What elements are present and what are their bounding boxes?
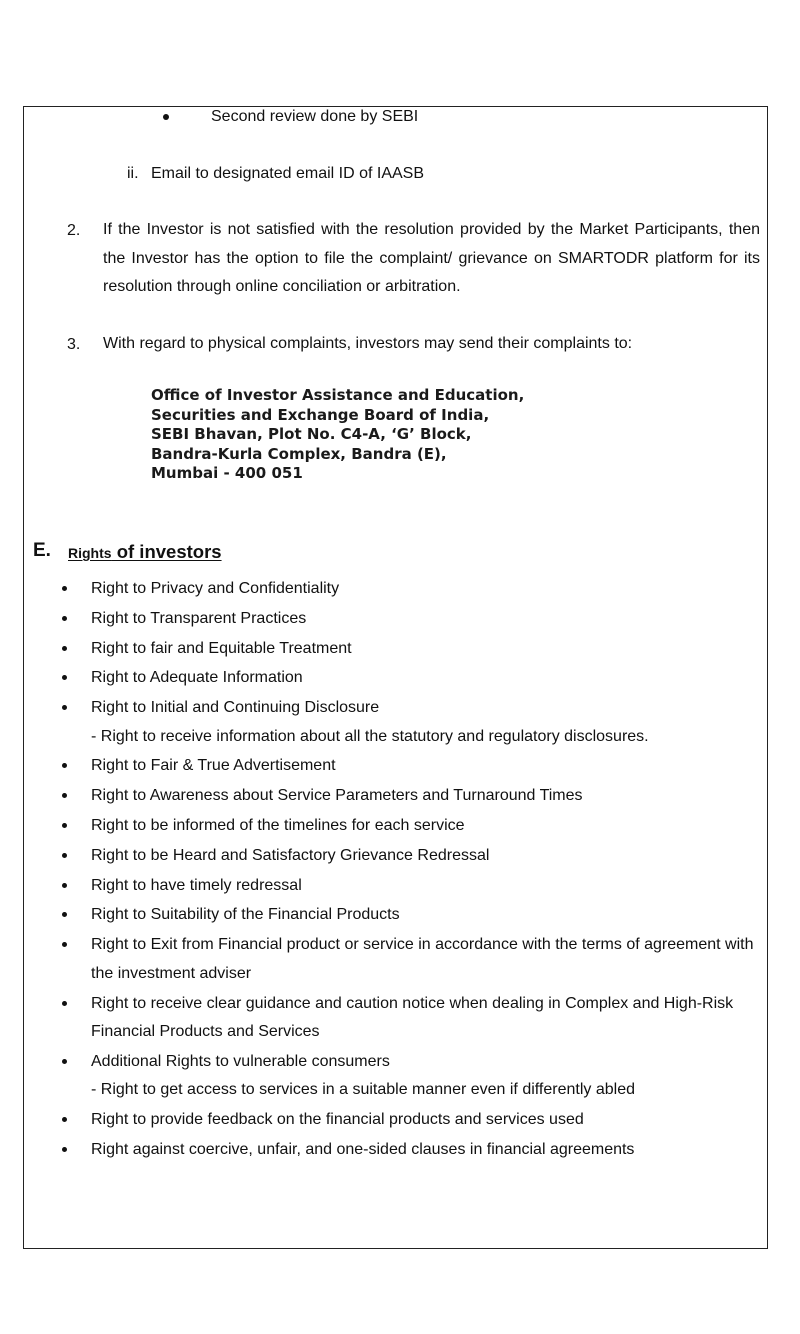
right-text: Right to Privacy and Confidentiality xyxy=(91,580,340,597)
right-text: Additional Rights to vulnerable consumers xyxy=(91,1052,390,1070)
bullet-icon xyxy=(62,763,67,768)
paragraph-text: With regard to physical complaints, investors may send their complaints to: xyxy=(103,335,633,352)
bullet-icon xyxy=(62,853,67,858)
bullet-icon xyxy=(62,705,67,710)
right-text: Right to Suitability of the Financial Products xyxy=(91,906,400,924)
bullet-icon xyxy=(62,883,67,888)
bullet-icon xyxy=(62,823,67,828)
list-item xyxy=(0,990,758,1047)
address-line: SEBI Bhavan, Plot No. C4-A, ‘G’ Block, xyxy=(151,425,472,444)
address-line: Bandra-Kurla Complex, Bandra (E), xyxy=(151,444,447,463)
sebi-postal-address xyxy=(151,386,524,484)
bullet-icon xyxy=(62,1001,67,1006)
right-note: - Right to get access to services in a suitable manner even if differently abled xyxy=(91,1081,635,1099)
right-text: Right to Exit from Financial product or service in accordance with the terms of agreement with the investment adviser xyxy=(91,936,754,982)
list-item xyxy=(0,752,758,781)
list-item xyxy=(0,1136,758,1165)
bullet-icon xyxy=(62,1059,67,1064)
address-line: Mumbai - 400 051 xyxy=(151,464,303,483)
bullet-icon xyxy=(62,1147,67,1152)
bullet-icon xyxy=(62,616,67,621)
list-item xyxy=(0,782,758,811)
sub-bullet-text: Second review done by SEBI xyxy=(211,108,419,125)
bullet-icon xyxy=(62,586,67,591)
section-letter: E. xyxy=(33,540,51,561)
list-item xyxy=(0,635,758,664)
paragraph-number: 3. xyxy=(67,336,81,353)
section-heading-rest: of investors xyxy=(111,541,222,562)
list-item xyxy=(0,1106,758,1135)
list-item xyxy=(0,664,758,693)
right-text: Right to receive clear guidance and caution notice when dealing in Complex and High-Risk Financial Products and Services xyxy=(91,994,734,1041)
address-line: Office of Investor Assistance and Education, xyxy=(151,386,525,404)
right-text: Right against coercive, unfair, and one-sided clauses in financial agreements xyxy=(91,1140,635,1158)
right-note: - Right to receive information about all the statutory and regulatory disclosures. xyxy=(91,727,649,745)
right-text: Right to Fair & True Advertisement xyxy=(91,757,336,775)
bullet-icon xyxy=(62,912,67,917)
bullet-icon xyxy=(62,942,67,947)
list-item xyxy=(0,931,758,988)
list-item xyxy=(0,605,758,634)
right-text: Right to Transparent Practices xyxy=(91,609,307,627)
list-item xyxy=(0,575,758,604)
right-text: Right to be informed of the timelines for each service xyxy=(91,817,465,835)
bullet-icon xyxy=(62,675,67,680)
list-item xyxy=(0,842,758,871)
roman-numeral-marker: ii. xyxy=(127,165,139,182)
right-text: Right to fair and Equitable Treatment xyxy=(91,639,352,657)
address-line: Securities and Exchange Board of India, xyxy=(151,405,490,424)
bullet-icon xyxy=(62,793,67,798)
list-item xyxy=(0,872,758,901)
bullet-icon xyxy=(62,1117,67,1122)
investor-rights-list xyxy=(0,575,780,1166)
section-heading-first-word: Rights xyxy=(68,545,112,561)
right-text: Right to have timely redressal xyxy=(91,876,302,894)
list-item xyxy=(0,1048,758,1105)
paragraph-text: If the Investor is not satisfied with the resolution provided by the Market Participants, then the Investor has the option to file the complaint/ grievance on SMARTODR platform for its resolution through online conciliation or arbitration. xyxy=(103,221,760,295)
roman-item-text: Email to designated email ID of IAASB xyxy=(151,165,425,182)
list-item xyxy=(0,901,758,930)
bullet-icon xyxy=(62,646,67,651)
section-heading xyxy=(68,541,222,563)
right-text: Right to Initial and Continuing Disclosure xyxy=(91,699,380,717)
bullet-icon xyxy=(163,114,169,120)
right-text: Right to Adequate Information xyxy=(91,669,303,687)
right-text: Right to be Heard and Satisfactory Grievance Redressal xyxy=(91,846,490,864)
list-item xyxy=(0,812,758,841)
paragraph-number: 2. xyxy=(67,222,81,239)
list-item xyxy=(0,694,758,751)
right-text: Right to Awareness about Service Parameters and Turnaround Times xyxy=(91,787,583,805)
right-text: Right to provide feedback on the financial products and services used xyxy=(91,1111,584,1129)
